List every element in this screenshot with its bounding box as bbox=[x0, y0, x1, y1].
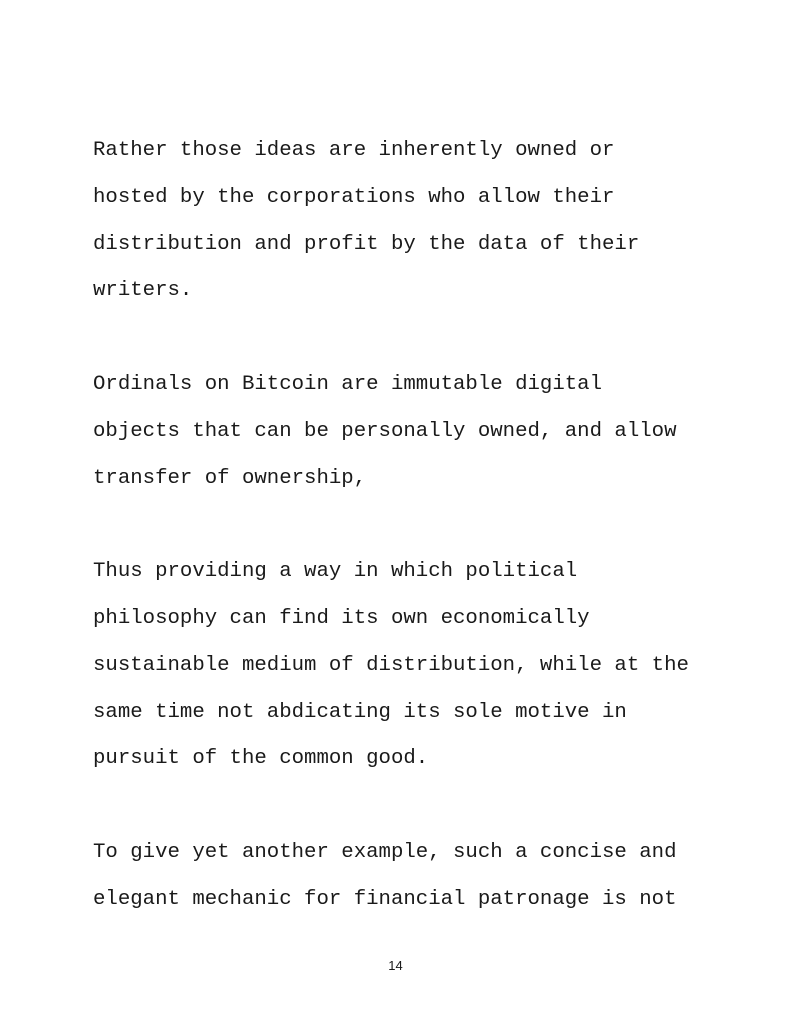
paragraph-1 bbox=[93, 128, 753, 315]
text-line: philosophy can find its own economically bbox=[93, 606, 590, 630]
text-line: hosted by the corporations who allow their bbox=[93, 185, 615, 209]
text-line: objects that can be personally owned, and allow bbox=[93, 419, 677, 443]
text-line: Ordinals on Bitcoin are immutable digital bbox=[93, 372, 602, 396]
text-line: pursuit of the common good. bbox=[93, 747, 429, 771]
paragraph-spacer bbox=[93, 315, 753, 362]
paragraph-3 bbox=[93, 549, 753, 783]
paragraph-spacer bbox=[93, 502, 753, 549]
text-line: same time not abdicating its sole motive in bbox=[93, 700, 627, 724]
paragraph-spacer bbox=[93, 783, 753, 830]
text-line: distribution and profit by the data of their bbox=[93, 232, 640, 256]
body-text bbox=[93, 128, 753, 924]
text-line: To give yet another example, such a concise and bbox=[93, 840, 677, 864]
page-number: 14 bbox=[388, 958, 403, 973]
text-line: elegant mechanic for financial patronage is not bbox=[93, 887, 677, 911]
text-line: sustainable medium of distribution, while at the bbox=[93, 653, 689, 677]
text-line: transfer of ownership, bbox=[93, 466, 367, 490]
paragraph-4 bbox=[93, 830, 753, 924]
text-line: Thus providing a way in which political bbox=[93, 560, 578, 584]
paragraph-2 bbox=[93, 362, 753, 502]
text-line: writers. bbox=[93, 279, 193, 303]
text-line: Rather those ideas are inherently owned or bbox=[93, 139, 615, 162]
